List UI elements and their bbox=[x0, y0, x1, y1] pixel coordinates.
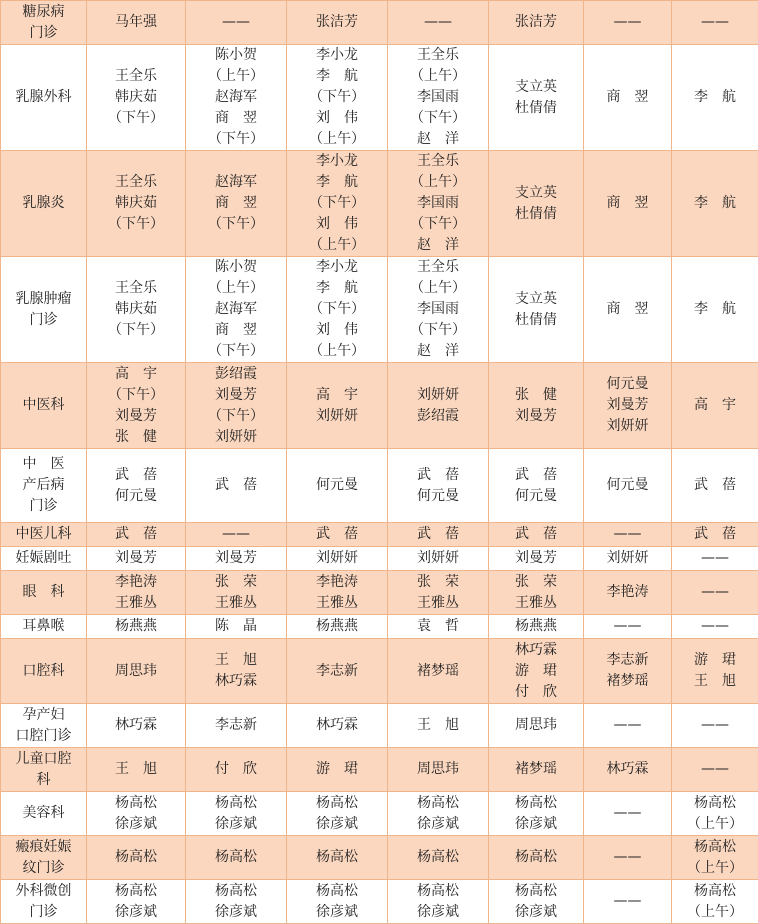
doctor-cell: 游 珺 bbox=[287, 748, 388, 792]
department-cell: 眼 科 bbox=[1, 571, 87, 615]
department-cell: 耳鼻喉 bbox=[1, 615, 87, 639]
doctor-cell: 武 蓓 何元曼 bbox=[87, 449, 186, 523]
table-row bbox=[1, 257, 758, 363]
doctor-cell: 杨高松 徐彦斌 bbox=[186, 792, 287, 836]
doctor-cell: 王全乐 韩庆茹 （下午） bbox=[87, 151, 186, 257]
doctor-cell: 周思玮 bbox=[489, 704, 584, 748]
doctor-cell: 李志新 bbox=[186, 704, 287, 748]
doctor-cell: 林巧霖 bbox=[87, 704, 186, 748]
doctor-cell: 杨高松 bbox=[489, 836, 584, 880]
doctor-cell: 付 欣 bbox=[186, 748, 287, 792]
doctor-cell: 高 宇 刘妍妍 bbox=[287, 363, 388, 449]
table-row bbox=[1, 748, 758, 792]
doctor-cell: 李小龙 李 航 （下午） 刘 伟 （上午） bbox=[287, 45, 388, 151]
doctor-cell: 林巧霖 游 珺 付 欣 bbox=[489, 639, 584, 704]
table-row bbox=[1, 615, 758, 639]
department-cell: 中医儿科 bbox=[1, 523, 87, 547]
doctor-cell: 杨燕燕 bbox=[287, 615, 388, 639]
doctor-cell: —— bbox=[584, 704, 672, 748]
doctor-cell: 林巧霖 bbox=[584, 748, 672, 792]
doctor-cell: 武 蓓 bbox=[672, 523, 758, 547]
doctor-cell: —— bbox=[584, 523, 672, 547]
doctor-cell: 陈小贺 （上午） 赵海军 商 翌 （下午） bbox=[186, 257, 287, 363]
doctor-cell: —— bbox=[672, 704, 758, 748]
doctor-cell: 杨燕燕 bbox=[489, 615, 584, 639]
department-cell: 妊娠剧吐 bbox=[1, 547, 87, 571]
doctor-cell: 武 蓓 何元曼 bbox=[489, 449, 584, 523]
doctor-cell: 杨高松 bbox=[287, 836, 388, 880]
doctor-cell: 王全乐 （上午） 李国雨 （下午） 赵 洋 bbox=[388, 257, 489, 363]
table-row bbox=[1, 880, 758, 924]
doctor-cell: —— bbox=[186, 1, 287, 45]
doctor-cell: 刘曼芳 bbox=[489, 547, 584, 571]
doctor-cell: 杨高松 徐彦斌 bbox=[287, 880, 388, 924]
doctor-cell: 王全乐 韩庆茹 （下午） bbox=[87, 257, 186, 363]
doctor-cell: 周思玮 bbox=[87, 639, 186, 704]
doctor-cell: 李志新 bbox=[287, 639, 388, 704]
doctor-cell: 杨高松 徐彦斌 bbox=[287, 792, 388, 836]
doctor-cell: 刘妍妍 bbox=[584, 547, 672, 571]
department-cell: 口腔科 bbox=[1, 639, 87, 704]
doctor-cell: —— bbox=[584, 880, 672, 924]
doctor-cell: 武 蓓 bbox=[87, 523, 186, 547]
doctor-cell: —— bbox=[672, 547, 758, 571]
doctor-cell: 褚梦瑶 bbox=[388, 639, 489, 704]
doctor-cell: 袁 哲 bbox=[388, 615, 489, 639]
doctor-cell: 支立英 杜倩倩 bbox=[489, 151, 584, 257]
department-cell: 孕产妇 口腔门诊 bbox=[1, 704, 87, 748]
doctor-cell: 商 翌 bbox=[584, 257, 672, 363]
table-row bbox=[1, 836, 758, 880]
doctor-cell: 杨高松 徐彦斌 bbox=[489, 880, 584, 924]
doctor-cell: 武 蓓 何元曼 bbox=[388, 449, 489, 523]
doctor-cell: —— bbox=[672, 615, 758, 639]
doctor-cell: 王全乐 韩庆茹 （下午） bbox=[87, 45, 186, 151]
doctor-cell: 何元曼 bbox=[584, 449, 672, 523]
doctor-cell: 刘曼芳 bbox=[186, 547, 287, 571]
doctor-cell: 李小龙 李 航 （下午） 刘 伟 （上午） bbox=[287, 151, 388, 257]
doctor-cell: 李艳涛 王雅丛 bbox=[87, 571, 186, 615]
doctor-cell: 张洁芳 bbox=[489, 1, 584, 45]
doctor-cell: 褚梦瑶 bbox=[489, 748, 584, 792]
doctor-cell: 何元曼 bbox=[287, 449, 388, 523]
table-row bbox=[1, 523, 758, 547]
doctor-cell: 高 宇 （下午） 刘曼芳 张 健 bbox=[87, 363, 186, 449]
doctor-cell: 武 蓓 bbox=[287, 523, 388, 547]
doctor-cell: 张 荣 王雅丛 bbox=[489, 571, 584, 615]
department-cell: 糖尿病 门诊 bbox=[1, 1, 87, 45]
doctor-cell: 杨高松 徐彦斌 bbox=[388, 792, 489, 836]
table-row bbox=[1, 639, 758, 704]
doctor-cell: 李 航 bbox=[672, 45, 758, 151]
doctor-cell: 陈小贺 （上午） 赵海军 商 翌 （下午） bbox=[186, 45, 287, 151]
doctor-cell: 杨高松 （上午） bbox=[672, 836, 758, 880]
department-cell: 美容科 bbox=[1, 792, 87, 836]
table-row bbox=[1, 45, 758, 151]
doctor-cell: 刘妍妍 彭绍霞 bbox=[388, 363, 489, 449]
department-cell: 瘢痕妊娠 纹门诊 bbox=[1, 836, 87, 880]
doctor-cell: 王 旭 bbox=[388, 704, 489, 748]
department-cell: 乳腺肿瘤 门诊 bbox=[1, 257, 87, 363]
doctor-cell: —— bbox=[584, 792, 672, 836]
doctor-cell: 李小龙 李 航 （下午） 刘 伟 （上午） bbox=[287, 257, 388, 363]
doctor-cell: 王全乐 （上午） 李国雨 （下午） 赵 洋 bbox=[388, 45, 489, 151]
table-row bbox=[1, 1, 758, 45]
doctor-cell: 李艳涛 王雅丛 bbox=[287, 571, 388, 615]
doctor-cell: 高 宇 bbox=[672, 363, 758, 449]
department-cell: 儿童口腔 科 bbox=[1, 748, 87, 792]
doctor-cell: 李志新 褚梦瑶 bbox=[584, 639, 672, 704]
doctor-cell: 马年强 bbox=[87, 1, 186, 45]
department-cell: 外科微创 门诊 bbox=[1, 880, 87, 924]
doctor-cell: 支立英 杜倩倩 bbox=[489, 257, 584, 363]
department-cell: 中医科 bbox=[1, 363, 87, 449]
doctor-cell: 李艳涛 bbox=[584, 571, 672, 615]
doctor-cell: 刘曼芳 bbox=[87, 547, 186, 571]
doctor-cell: —— bbox=[584, 1, 672, 45]
table-row bbox=[1, 547, 758, 571]
doctor-cell: 刘妍妍 bbox=[287, 547, 388, 571]
table-row bbox=[1, 704, 758, 748]
doctor-cell: 杨高松 徐彦斌 bbox=[87, 880, 186, 924]
doctor-cell: 武 蓓 bbox=[186, 449, 287, 523]
doctor-cell: 张 健 刘曼芳 bbox=[489, 363, 584, 449]
doctor-cell: 杨高松 徐彦斌 bbox=[186, 880, 287, 924]
schedule-body bbox=[1, 1, 758, 924]
doctor-cell: 李 航 bbox=[672, 257, 758, 363]
doctor-cell: —— bbox=[672, 748, 758, 792]
doctor-cell: 周思玮 bbox=[388, 748, 489, 792]
doctor-cell: —— bbox=[186, 523, 287, 547]
doctor-cell: 杨高松 bbox=[87, 836, 186, 880]
doctor-cell: 杨高松 bbox=[388, 836, 489, 880]
doctor-cell: —— bbox=[584, 836, 672, 880]
doctor-cell: 张洁芳 bbox=[287, 1, 388, 45]
doctor-cell: —— bbox=[388, 1, 489, 45]
doctor-cell: 杨高松 徐彦斌 bbox=[87, 792, 186, 836]
doctor-cell: 李 航 bbox=[672, 151, 758, 257]
doctor-cell: 赵海军 商 翌 （下午） bbox=[186, 151, 287, 257]
doctor-cell: 杨高松 （上午） bbox=[672, 792, 758, 836]
doctor-cell: 林巧霖 bbox=[287, 704, 388, 748]
doctor-cell: 彭绍霞 刘曼芳 （下午） 刘妍妍 bbox=[186, 363, 287, 449]
table-row bbox=[1, 151, 758, 257]
doctor-cell: 商 翌 bbox=[584, 151, 672, 257]
table-row bbox=[1, 449, 758, 523]
doctor-cell: 游 珺 王 旭 bbox=[672, 639, 758, 704]
doctor-cell: 杨高松 徐彦斌 bbox=[388, 880, 489, 924]
doctor-cell: 杨高松 bbox=[186, 836, 287, 880]
doctor-cell: 张 荣 王雅丛 bbox=[186, 571, 287, 615]
doctor-cell: 刘妍妍 bbox=[388, 547, 489, 571]
doctor-cell: 王 旭 bbox=[87, 748, 186, 792]
doctor-cell: —— bbox=[672, 1, 758, 45]
doctor-cell: 武 蓓 bbox=[388, 523, 489, 547]
department-cell: 中 医 产后病 门诊 bbox=[1, 449, 87, 523]
doctor-cell: 支立英 杜倩倩 bbox=[489, 45, 584, 151]
table-row bbox=[1, 571, 758, 615]
doctor-cell: 杨燕燕 bbox=[87, 615, 186, 639]
doctor-cell: 王全乐 （上午） 李国雨 （下午） 赵 洋 bbox=[388, 151, 489, 257]
doctor-cell: 陈 晶 bbox=[186, 615, 287, 639]
table-row bbox=[1, 363, 758, 449]
doctor-cell: 杨高松 （上午） bbox=[672, 880, 758, 924]
doctor-cell: 武 蓓 bbox=[672, 449, 758, 523]
doctor-cell: 商 翌 bbox=[584, 45, 672, 151]
doctor-cell: 何元曼 刘曼芳 刘妍妍 bbox=[584, 363, 672, 449]
doctor-cell: 杨高松 徐彦斌 bbox=[489, 792, 584, 836]
doctor-cell: —— bbox=[584, 615, 672, 639]
doctor-cell: 王 旭 林巧霖 bbox=[186, 639, 287, 704]
table-row bbox=[1, 792, 758, 836]
department-cell: 乳腺炎 bbox=[1, 151, 87, 257]
doctor-cell: —— bbox=[672, 571, 758, 615]
department-cell: 乳腺外科 bbox=[1, 45, 87, 151]
doctor-cell: 武 蓓 bbox=[489, 523, 584, 547]
doctor-cell: 张 荣 王雅丛 bbox=[388, 571, 489, 615]
